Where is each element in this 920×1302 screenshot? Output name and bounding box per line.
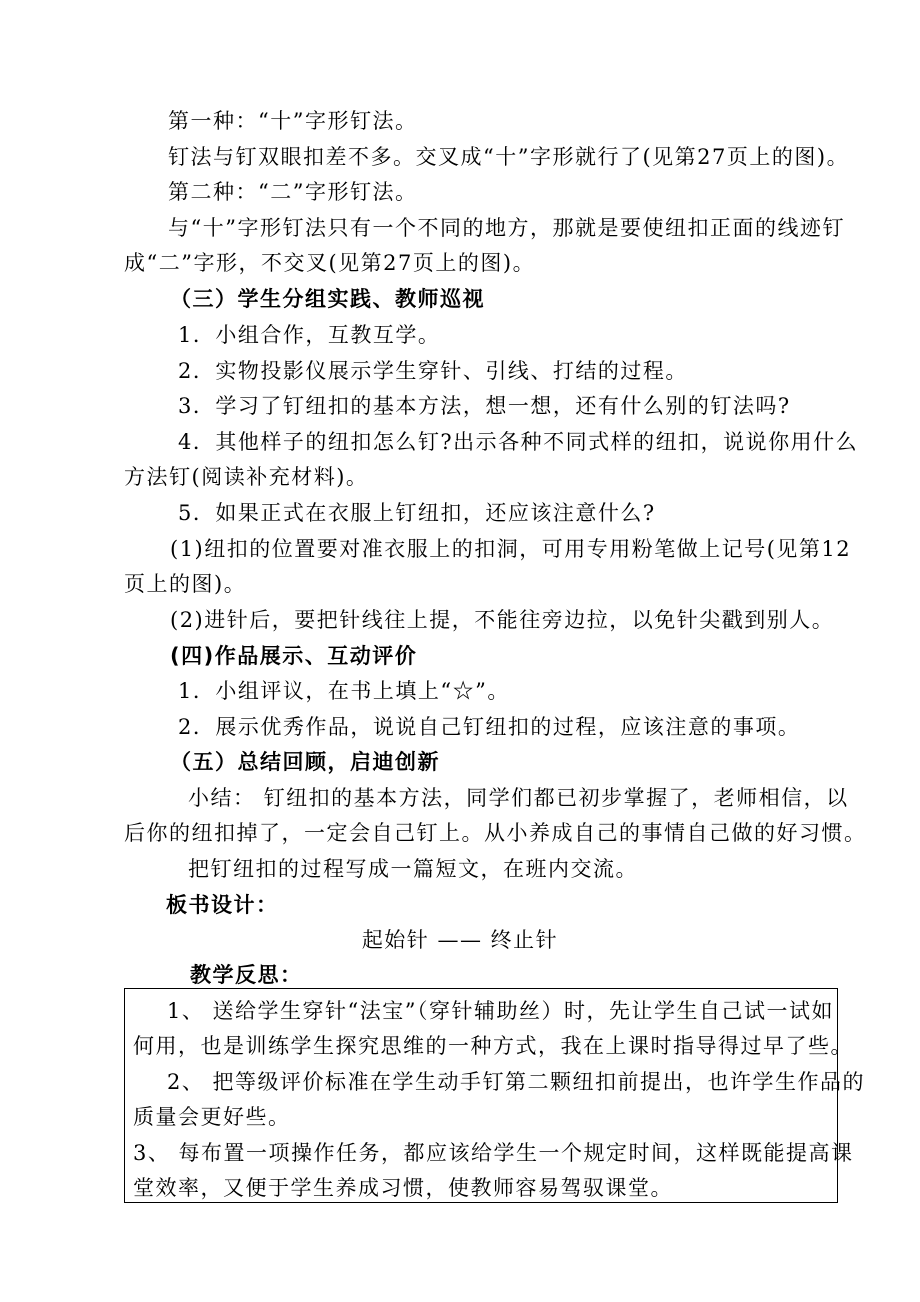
paragraph-line: 第一种：“十”字形钉法。: [168, 109, 418, 133]
list-item: 3．学习了钉纽扣的基本方法，想一想，还有什么别的钉法吗?: [178, 394, 791, 418]
reflection-line: 2、 把等级评价标准在学生动手钉第二颗纽扣前提出，也许学生作品的: [167, 1070, 866, 1094]
paragraph-line: 与“十”字形钉法只有一个不同的地方，那就是要使纽扣正面的线迹钉: [168, 216, 845, 240]
paragraph-line: 钉法与钉双眼扣差不多。交叉成“十”字形就行了(见第27页上的图)。: [168, 145, 850, 169]
sub-list-item: (2)进针后，要把针线往上提，不能往旁边拉，以免针尖戳到别人。: [170, 608, 835, 632]
section-heading: (四)作品展示、互动评价: [170, 644, 418, 668]
reflection-line: 3、 每布置一项操作任务，都应该给学生一个规定时间，这样既能提高课: [133, 1141, 854, 1165]
summary-line: 小结： 钉纽扣的基本方法，同学们都已初步掌握了，老师相信，以: [188, 786, 849, 810]
list-item: 1．小组评议，在书上填上“☆”。: [178, 679, 510, 703]
sub-list-item: (1)纽扣的位置要对准衣服上的扣洞，可用专用粉笔做上记号(见第12: [170, 537, 852, 561]
reflection-line: 1、 送给学生穿针“法宝”（穿针辅助丝）时，先让学生自己试一试如: [167, 999, 835, 1023]
sub-list-item-continued: 页上的图)。: [124, 572, 247, 596]
list-item-continued: 方法钉(阅读补充材料)。: [124, 465, 369, 489]
board-design-content: 起始针 —— 终止针: [361, 928, 559, 952]
list-item: 5．如果正式在衣服上钉纽扣，还应该注意什么?: [178, 501, 656, 525]
board-design-heading: 板书设计：: [166, 893, 279, 917]
list-item: 2．展示优秀作品，说说自己钉纽扣的过程，应该注意的事项。: [178, 715, 801, 739]
list-item: 2．实物投影仪展示学生穿针、引线、打结的过程。: [178, 359, 688, 383]
section-heading: （三）学生分组实践、教师巡视: [170, 287, 485, 311]
section-heading: （五）总结回顾，启迪创新: [170, 750, 440, 774]
homework-line: 把钉纽扣的过程写成一篇短文，在班内交流。: [188, 857, 638, 881]
paragraph-line: 成“二”字形，不交叉(见第27页上的图)。: [124, 251, 536, 275]
list-item: 4．其他样子的纽扣怎么钉?出示各种不同式样的纽扣，说说你用什么: [178, 430, 859, 454]
summary-line: 后你的纽扣掉了，一定会自己钉上。从小养成自己的事情自己做的好习惯。: [124, 821, 867, 845]
list-item: 1．小组合作，互教互学。: [178, 323, 441, 347]
reflection-line: 堂效率，又便于学生养成习惯，使教师容易驾驭课堂。: [133, 1176, 673, 1200]
paragraph-line: 第二种：“二”字形钉法。: [168, 180, 418, 204]
reflection-box: [124, 988, 866, 1203]
reflection-line: 何用，也是训练学生探究思维的一种方式，我在上课时指导得过早了些。: [133, 1034, 853, 1058]
reflection-heading: 教学反思：: [190, 963, 303, 987]
reflection-line: 质量会更好些。: [133, 1105, 291, 1129]
